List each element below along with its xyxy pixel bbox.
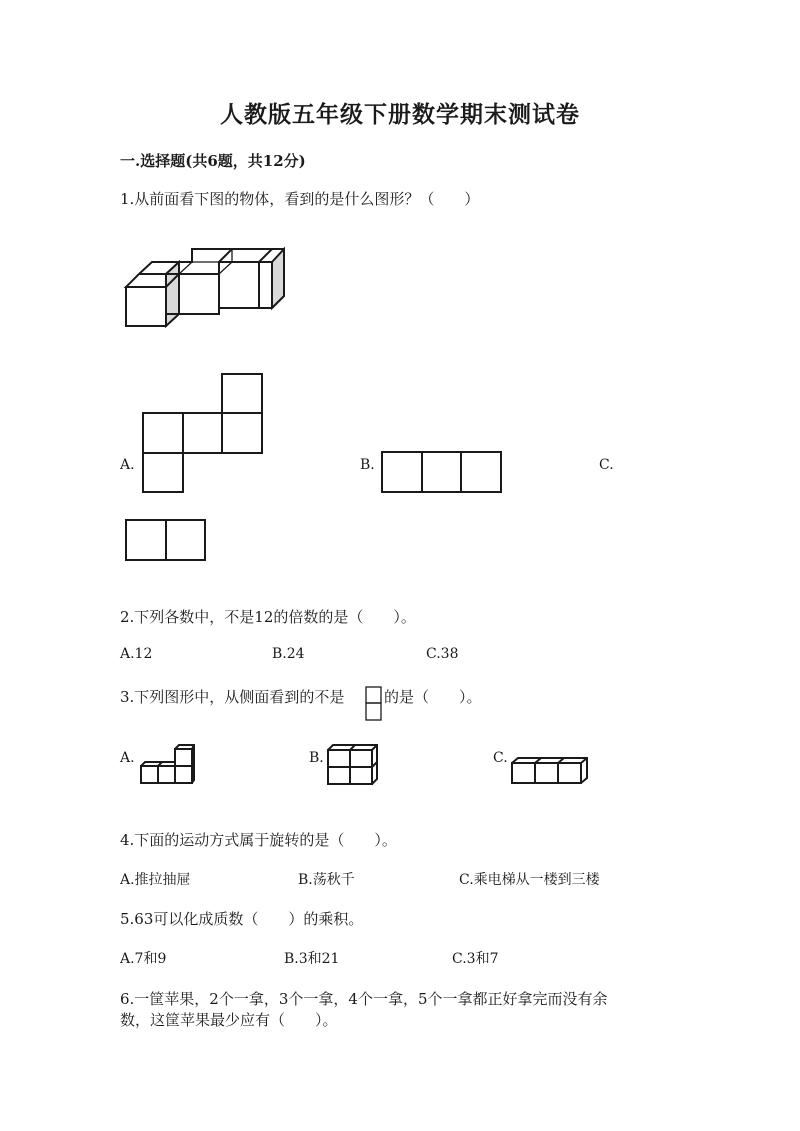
page-title: 人教版五年级下册数学期末测试卷 xyxy=(220,101,580,128)
question-6-stem-line-1: 6.一筐苹果，2个一拿，3个一拿，4个一拿，5个一拿都正好拿完而没有余 xyxy=(120,990,608,1008)
q4-option-a[interactable]: A.推拉抽屉 xyxy=(120,872,191,888)
q3-stacked-squares-icon xyxy=(365,686,383,722)
q2-option-a[interactable]: A.12 xyxy=(120,646,153,662)
question-5-stem: 5.63可以化成质数（ ）的乘积。 xyxy=(120,910,364,928)
question-3-stem-before: 3.下列图形中，从侧面看到的不是 xyxy=(120,688,345,706)
q1-option-b-label[interactable]: B. xyxy=(360,457,375,473)
question-3-stem-after: 的是（ ）。 xyxy=(384,688,482,706)
q4-option-c[interactable]: C.乘电梯从一楼到三楼 xyxy=(459,872,600,888)
q3-option-a-label[interactable]: A. xyxy=(120,750,135,766)
question-6-stem-line-2: 数，这筐苹果最少应有（ ）。 xyxy=(120,1011,338,1029)
q2-option-b[interactable]: B.24 xyxy=(272,646,305,662)
q4-option-b[interactable]: B.荡秋千 xyxy=(298,872,355,888)
q1-option-a-label[interactable]: A. xyxy=(120,457,135,473)
section-heading: 一.选择题(共6题，共12分) xyxy=(120,152,306,170)
q1-option-b-figure xyxy=(381,451,503,494)
q5-option-c[interactable]: C.3和7 xyxy=(452,951,499,967)
q5-option-b[interactable]: B.3和21 xyxy=(284,951,340,967)
q1-option-c-label[interactable]: C. xyxy=(599,457,614,473)
question-1-stem: 1.从前面看下图的物体，看到的是什么图形？（ ） xyxy=(120,190,480,208)
q1-option-a-figure xyxy=(142,373,264,494)
q2-option-c[interactable]: C.38 xyxy=(426,646,459,662)
q3-option-c-label[interactable]: C. xyxy=(493,750,508,766)
q3-option-b-figure xyxy=(326,743,380,787)
question-4-stem: 4.下面的运动方式属于旋转的是（ ）。 xyxy=(120,831,397,849)
question-2-stem: 2.下列各数中，不是12的倍数的是（ ）。 xyxy=(120,608,416,626)
q1-option-c-figure xyxy=(125,519,207,562)
q3-option-a-figure xyxy=(138,744,196,786)
q1-cube-figure xyxy=(124,244,289,328)
q5-option-a[interactable]: A.7和9 xyxy=(120,951,167,967)
q3-option-c-figure xyxy=(510,756,592,786)
q3-option-b-label[interactable]: B. xyxy=(309,750,324,766)
